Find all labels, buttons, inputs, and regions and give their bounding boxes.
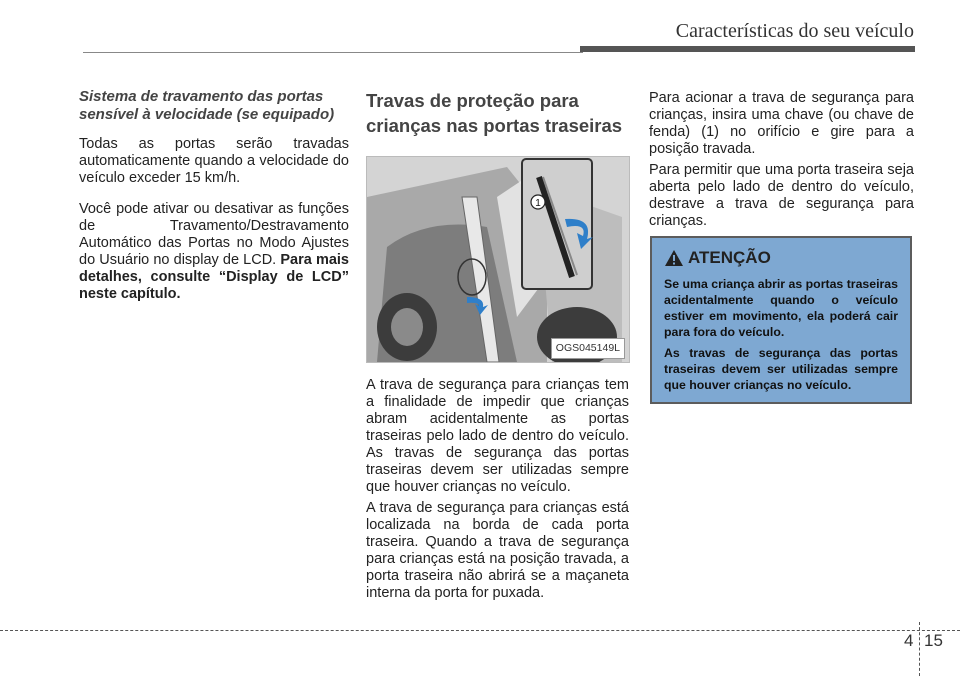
child-lock-heading: Travas de proteção para crianças nas portas traseiras: [366, 90, 623, 136]
operate-lock-para-2: Para permitir que uma porta traseira seja aberta pelo lado de dentro do veículo, destrave a trava de segurança para crianças.: [649, 162, 914, 229]
child-lock-illustration: [367, 157, 629, 362]
speed-lock-para-2: [79, 201, 349, 303]
warning-para-1: Se uma criança abrir as portas traseiras acidentalmente quando o veículo estiver em movimento, ela poderá cair para fora do veículo.: [664, 277, 898, 339]
speed-lock-para-2-text: Você pode ativar ou desativar as funções de Travamento/Destravamento Automático das Portas no Modo Ajustes do Usuário no display de LCD.: [79, 201, 349, 268]
chapter-number: 4: [904, 631, 914, 650]
child-lock-para-1: A trava de segurança para crianças tem a finalidade de impedir que crianças abram acidentalmente as portas traseiras pelo lado de dentro do veículo. As travas de segurança das portas traseiras devem ser utilizadas sempre que houver crianças no veículo.: [366, 377, 629, 495]
page-number: 15: [924, 631, 943, 650]
footer-rule: [0, 630, 960, 631]
warning-title: ATENÇÃO: [688, 248, 771, 267]
figure-code: OGS045149L: [551, 338, 625, 359]
header-title: Características do seu veículo: [675, 20, 914, 42]
operate-lock-para-1: Para acionar a trava de segurança para crianças, insira uma chave (ou chave de fenda) (1) no orifício e gire para a posição travada.: [649, 90, 914, 157]
speed-lock-para-2-bold: Para mais detalhes, consulte “Display de LCD” neste capítulo.: [79, 252, 349, 302]
child-lock-figure: [366, 156, 630, 363]
speed-lock-heading: Sistema de travamento das portas sensível à velocidade (se equipado): [79, 88, 335, 123]
page-number-separator: [919, 622, 920, 676]
right-column: [649, 90, 914, 234]
middle-column: [366, 88, 629, 606]
warning-triangle-icon: [664, 249, 684, 267]
callout-number: 1: [535, 198, 541, 209]
header-bar: [580, 46, 915, 52]
child-lock-para-2: A trava de segurança para crianças está localizada na borda de cada porta traseira. Quando a trava de segurança para crianças está na posição travada, a porta traseira não abrirá se a maçaneta interna da porta for puxada.: [366, 500, 629, 601]
warning-header: [664, 248, 898, 268]
speed-lock-para-1: Todas as portas serão travadas automaticamente quando a velocidade do veículo exceder 15 km/h.: [79, 136, 349, 186]
header-rule: [83, 52, 583, 53]
left-column: [79, 88, 349, 307]
warning-para-2: As travas de segurança das portas traseiras devem ser utilizadas sempre que houver crianças no veículo.: [664, 346, 898, 392]
warning-box: [650, 236, 912, 404]
